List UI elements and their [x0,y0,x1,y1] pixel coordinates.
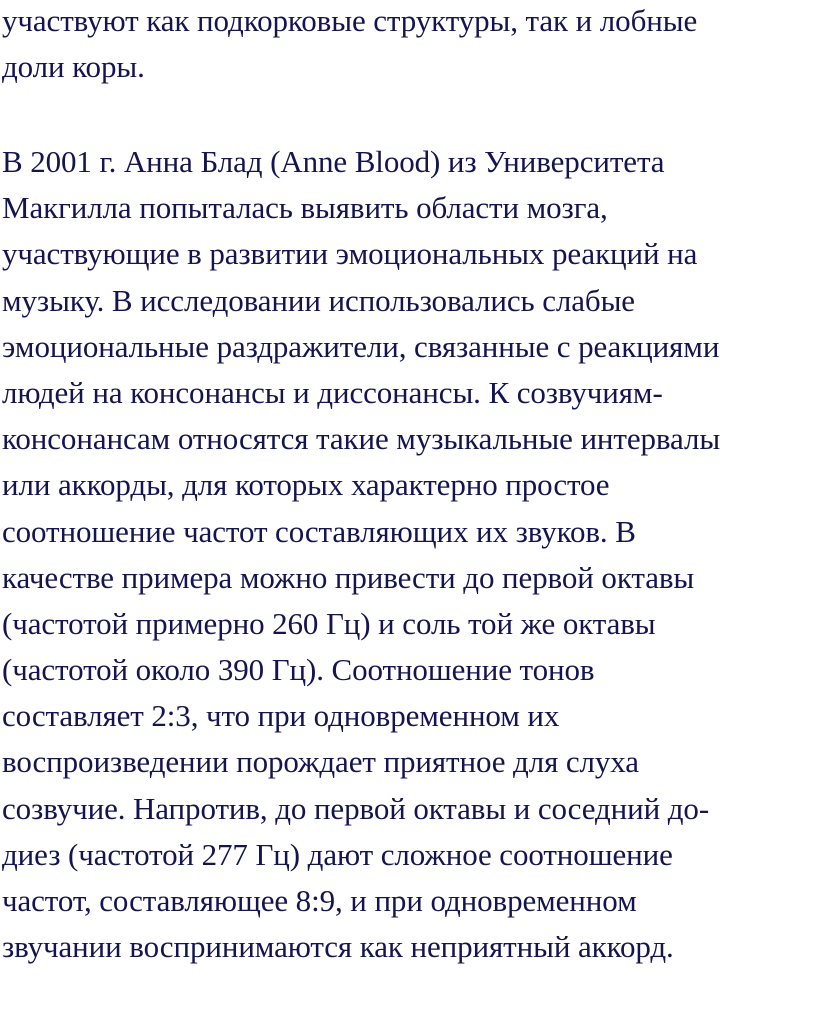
text-line: диез (частотой 277 Гц) дают сложное соотношение [2,836,673,872]
text-line: людей на консонансы и диссонансы. К созвучиям- [2,374,663,410]
text-line: участвующие в развитии эмоциональных реакций на [2,236,698,272]
text-line: консонансам относятся такие музыкальные интервалы [2,421,721,457]
text-line: музыку. В исследовании использовались слабые [2,282,635,318]
text-line: доли коры. [2,49,145,85]
text-line: или аккорды, для которых характерно простое [2,467,610,503]
paragraph-intro-fragment [2,0,697,90]
text-line: воспроизведении порождает приятное для слуха [2,744,639,780]
paragraph-anne-blood-study [2,139,720,970]
text-line: (частотой примерно 260 Гц) и соль той же октавы [2,605,656,641]
text-line: созвучие. Напротив, до первой октавы и соседний до- [2,790,710,826]
text-line: (частотой около 390 Гц). Соотношение тонов [2,652,595,688]
text-line: звучании воспринимаются как неприятный аккорд. [2,929,674,965]
text-line: В 2001 г. Анна Блад (Anne Blood) из Университета [2,144,665,179]
text-line: частот, составляющее 8:9, и при одновременном [2,883,637,918]
text-line: соотношение частот составляющих их звуков. В [2,513,636,549]
text-line: участвуют как подкорковые структуры, так и лобные [2,3,698,38]
text-line: Макгилла попыталась выявить области мозга, [2,190,608,226]
text-line: качестве примера можно привести до первой октавы [2,559,695,595]
text-line: составляет 2:3, что при одновременном их [2,698,560,734]
text-line: эмоциональные раздражители, связанные с реакциями [2,328,720,364]
